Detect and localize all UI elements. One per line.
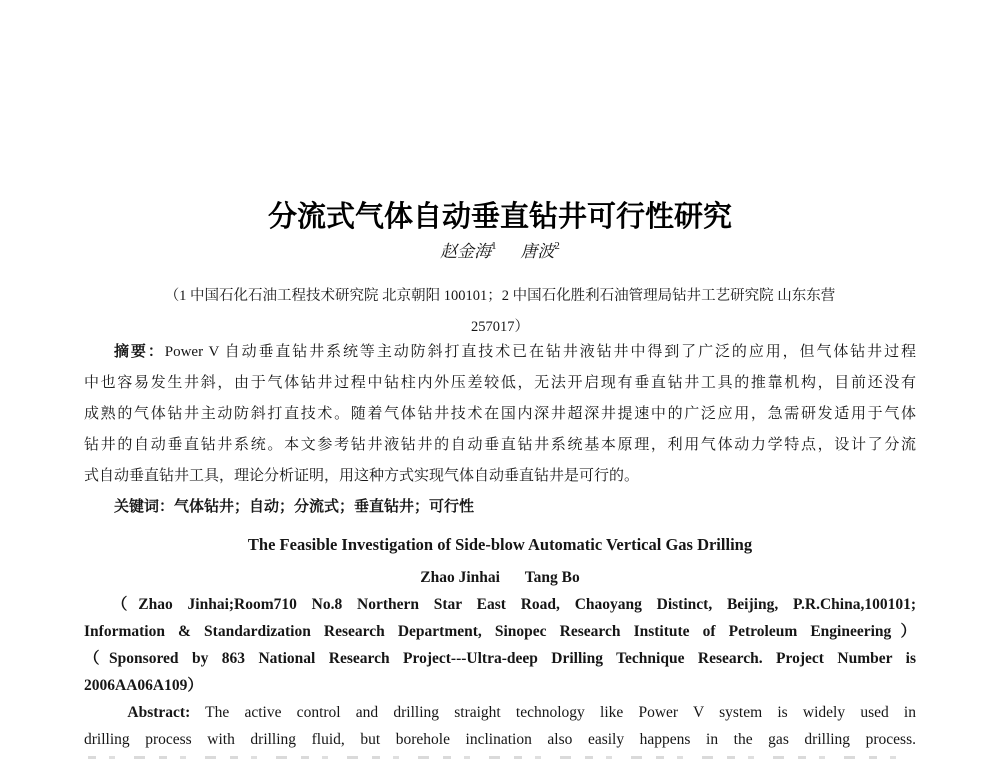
sponsor-line-2: 2006AA06A109） (84, 677, 203, 694)
author-zh-2: 唐波$^2$ (520, 240, 560, 261)
author-en-2: Tang Bo (524, 569, 580, 586)
paper-title-en: The Feasible Investigation of Side-blow Automatic Vertical Gas Drilling (247, 535, 753, 554)
author-en-1: Zhao Jinhai (420, 569, 500, 586)
abstract-zh-text: Power V 自动垂直钻井系统等主动防斜打直技术已在钻井液钻井中得到了广泛的应用，但气体钻井过程 (164, 344, 916, 360)
abstract-en-label: Abstract: (127, 704, 191, 721)
keywords-zh (84, 492, 916, 523)
abstract-zh-line (84, 337, 916, 368)
abstract-zh (84, 337, 916, 523)
sponsor-line-1: （Sponsored by 863 National Research Project---Ultra-deep Drilling Technique Research. Project Number is (84, 650, 916, 667)
authors-zh (0, 234, 1000, 265)
keywords-zh-text: 气体钻井；自动；分流式；垂直钻井；可行性 (174, 499, 475, 515)
english-section (84, 531, 916, 753)
cutoff-text-line (88, 756, 912, 759)
affiliation-en-line-2: Information & Standardization Research Department, Sinopec Research Institute of Petroleum Engineering） (84, 623, 916, 640)
abstract-zh-line: 钻井的自动垂直钻井系统。本文参考钻井液钻井的自动垂直钻井系统基本原理，利用气体动力学特点，设计了分流 (84, 437, 916, 453)
author-zh-2-affiliation-mark: 2 (554, 240, 560, 252)
affiliation-zh (84, 281, 916, 343)
authors-en (84, 564, 916, 591)
paper-title-zh: 分流式气体自动垂直钻井可行性研究 (267, 201, 732, 234)
abstract-en-line: drilling process with drilling fluid, but borehole inclination also easily happens in the gas drilling process. (84, 731, 916, 748)
abstract-zh-line: 式自动垂直钻井工具，理论分析证明，用这种方式实现气体自动垂直钻井是可行的。 (84, 468, 640, 484)
author-zh-1-affiliation-mark: 1 (491, 240, 497, 252)
abstract-en-line (84, 699, 916, 726)
abstract-zh-line: 成熟的气体钻井主动防斜打直技术。随着气体钻井技术在国内深井超深井提速中的广泛应用，急需研发适用于气体 (84, 406, 916, 422)
abstract-zh-label: 摘要： (114, 344, 165, 360)
abstract-en-text: The active control and drilling straight technology like Power V system is widely used in (205, 704, 916, 721)
author-zh-1: 赵金海$^1$ (440, 240, 497, 261)
affiliation-zh-line-1: （1 中国石化石油工程技术研究院 北京朝阳 100101；2 中国石化胜利石油管理局钻井工艺研究院 山东东营 (164, 288, 836, 304)
abstract-en-text (190, 704, 205, 721)
affiliation-en-line-1: （Zhao Jinhai;Room710 No.8 Northern Star East Road, Chaoyang Distinct, Beijing, P.R.China,100101; (111, 596, 916, 613)
affiliation-zh-line-2: 257017） (471, 319, 529, 335)
abstract-zh-line: 中也容易发生井斜，由于气体钻井过程中钻柱内外压差较低，无法开启现有垂直钻井工具的推靠机构，目前还没有 (84, 375, 916, 391)
keywords-zh-label: 关键词： (114, 499, 175, 515)
